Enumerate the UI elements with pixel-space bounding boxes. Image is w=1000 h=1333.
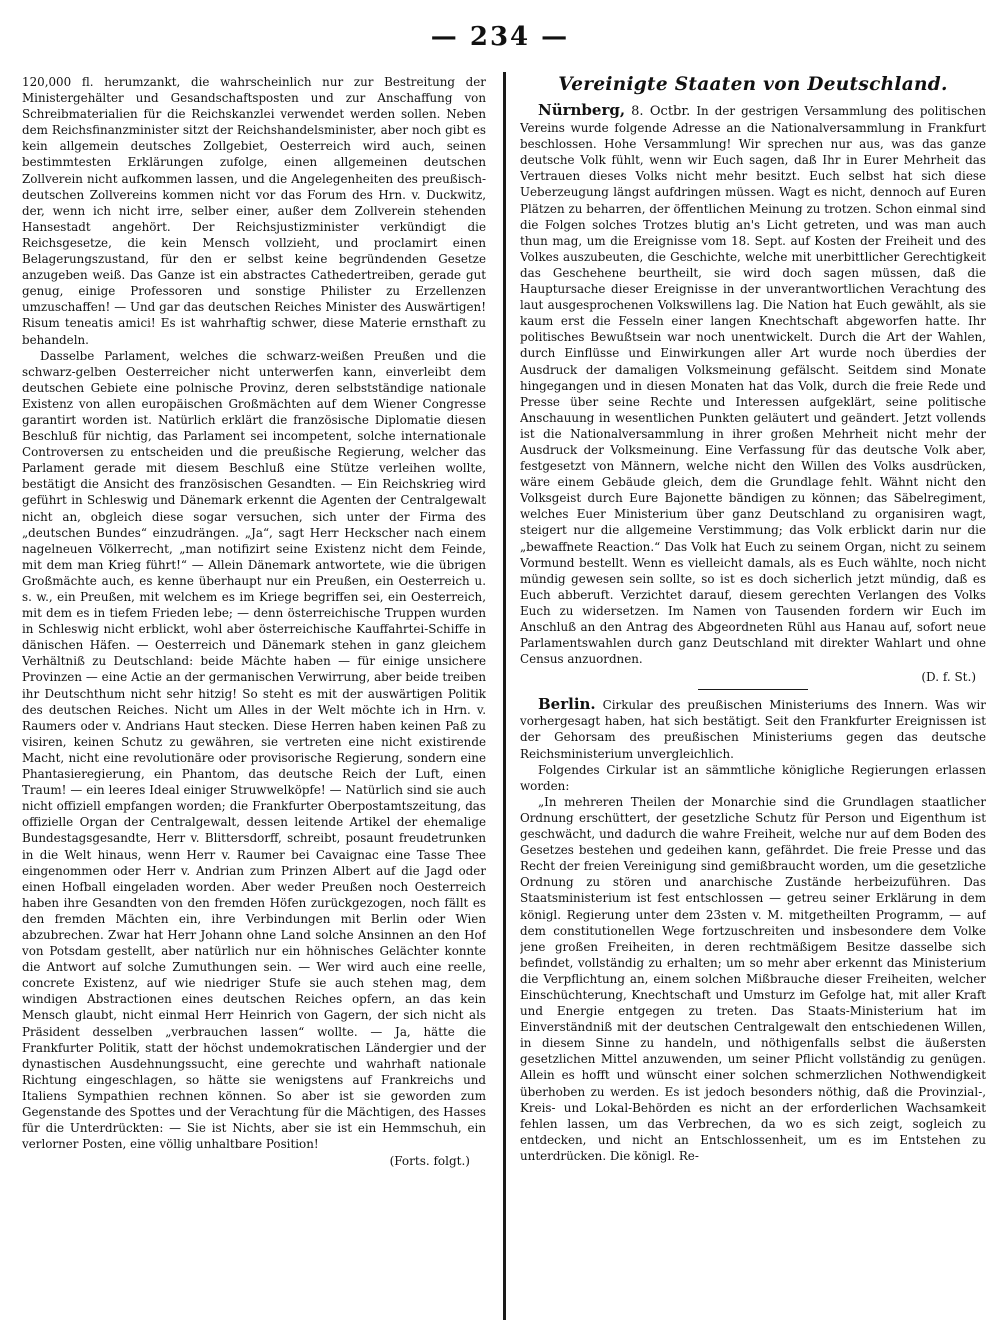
- column-divider: [503, 72, 506, 1320]
- section-title: Vereinigte Staaten von Deutschland.: [558, 74, 948, 95]
- article-text: Cirkular des preußischen Ministeriums des Innern. Was wir vorhergesagt haben, hat sich bestätigt. Seit den Frankfurter Ereignissen ist der Gehorsam des preußischen Ministeriums gegen das deutsche Reichsministerium unvergleichlich.: [520, 698, 986, 761]
- article-date: 8. Octbr.: [631, 104, 691, 119]
- article-place: Berlin.: [538, 695, 596, 714]
- page-number: — 234 —: [430, 22, 570, 52]
- right-column: [520, 74, 986, 1333]
- left-paragraph-1: 120,000 fl. herumzankt, die wahrscheinlich nur zur Bestreitung der Ministergehälter und Gesandschaftsposten und zur Anschaffung von Schreibmaterialien für die Reichskanzlei verwendet werden sollen. Neben dem Reichsfinanzminister sitzt der Reichshandelsminister, aber noch gibt es kein allgemein deutsches Zollgebiet, Oesterreich wird auch, seinen bestimmtesten Erklärungen zufolge, einen allgemeinen deutschen Zollverein nicht aufkommen lassen, und die Angelegenheiten des preußisch-deutschen Zollvereins kommen nicht vor das Forum des Hrn. v. Duckwitz, der, wenn ich nicht irre, selber einer, außer dem Zollverein stehenden Hansestadt angehört. Der Reichsjustizminister verkündigt die Reichsgesetze, die kein Mensch vollzieht, und proclamirt einen Belagerungszustand, für den er selbst keine begründenden Gesetze anzugeben weiß. Das Ganze ist ein abstractes Cathedertreiben, gerade gut genug, einige Professoren und sonstige Philister zu Erzellenzen umzuschaffen! — Und gar das deutschen Reiches Minister des Auswärtigen! Risum teneatis amici! Es ist wahrhaftig schwer, diese Materie ernsthaft zu behandeln.: [22, 75, 486, 347]
- article-berlin: [520, 696, 986, 761]
- article-text: In der gestrigen Versammlung des politischen Vereins wurde folgende Adresse an die Nationalversammlung in Frankfurt beschlossen. Hohe Versammlung! Wir sprechen nur aus, was das ganze deutsche Volk fühlt, wenn wir Euch sagen, daß Ihr in Eurer Mehrheit das Vertrauen dieses Volks nicht mehr besitzt. Euch selbst hat sich diese Ueberzeugung längst aufdringen müssen. Wagt es nicht, dennoch auf Euren Plätzen zu beharren, der öffentlichen Meinung zu trotzen. Schon einmal sind die Folgen solches Trotzes blutig an's Licht getreten, und was man auch thun mag, um die Ereignisse vom 18. Sept. auf Kosten der Freiheit und des Volkes auszubeuten, die Geschichte, welche mit unerbittlicher Gerechtigkeit das Geschehene beurtheilt, sie wird doch sagen müssen, daß die Hauptursache dieser Ereignisse in der unverantwortlichen Verachtung des laut ausgesprochenen Volkswillens lag. Die Nation hat Euch gewählt, als sie kaum erst die Fesseln einer langen Knechtschaft abgeworfen hatte. Ihr politisches Bewußtsein war noch unentwickelt. Durch die Art der Wahlen, durch Einflüsse und Einwirkungen aller Art wurde noch überdies der Ausdruck der damaligen Volksmeinung gefälscht. Seitdem sind Monate hingegangen und in diesen Monaten hat das Volk, durch die freie Rede und Presse über seine Rechte und Interessen aufgeklärt, seine politische Anschauung in wesentlichen Punkten geläutert und geändert. Jetzt vollends ist die Nationalversammlung in ihrer großen Mehrheit nicht mehr der Ausdruck der Volksmeinung. Eine Verfassung für das deutsche Volk aber, festgesetzt von Männern, welche nicht den Willen des Volks ausdrücken, wäre einem Gebäude gleich, dem die Grundlage fehlt. Wähnt nicht den Volksgeist durch Eure Bajonette bändigen zu können; das Säbelregiment, welches Euer Ministerium über ganz Deutschland zu organisiren wagt, steigert nur die allgemeine Verstimmung; das Volk erblickt darin nur die „bewaffnete Reaction.“ Das Volk hat Euch zu seinem Organ, nicht zu seinem Vormund bestellt. Wenn es vielleicht damals, als es Euch wählte, noch nicht mündig gewesen sein sollte, so ist es doch sicherlich jetzt mündig, daß es Euch abberuft. Verzichtet darauf, diesem gerechten Verlangen des Volks Euch zu widersetzen. Im Namen von Tausenden fordern wir Euch im Anschluß an den Antrag des Abgeordneten Rühl aus Hanau auf, sofort neue Parlamentswahlen durch ganz Deutschland mit direkter Wahlart und ohne Census anzuordnen.: [520, 104, 986, 667]
- article-nuernberg: [520, 102, 986, 667]
- article-place: Nürnberg,: [538, 101, 626, 119]
- article-credit: (D. f. St.): [921, 670, 976, 685]
- left-column: [22, 74, 486, 1333]
- continuation-note: (Forts. folgt.): [389, 1154, 470, 1169]
- article-separator: [698, 689, 808, 690]
- left-paragraph-2: Dasselbe Parlament, welches die schwarz-weißen Preußen und die schwarz-gelben Oesterreicher nicht unterwerfen kann, einverleibt dem deutschen Gebiete eine polnische Provinz, deren selbstständige nationale Existenz von allen europäischen Großmächten auf dem Wiener Congresse garantirt worden ist. Natürlich erklärt die französische Diplomatie diesen Beschluß für nichtig, das Parlament sei incompetent, solche internationale Controversen zu entscheiden und die preußische Regierung, welcher das Parlament gerade mit diesem Beschluß eine Stütze verleihen wollte, bestätigt die Ansicht des französischen Gesandten. — Ein Reichskrieg wird geführt in Schleswig und Dänemark erkennt die Agenten der Centralgewalt nicht an, obgleich diese sogar versuchen, sich unter der Firma des „deutschen Bundes“ einzudrängen. „Ja“, sagt Herr Heckscher nach einem nagelneuen Völkerrecht, „man notifizirt seine Existenz nicht dem Feinde, mit dem man Krieg führt!“ — Allein Dänemark antwortete, wie die übrigen Großmächte auch, es kenne überhaupt nur ein Preußen, ein Oesterreich u. s. w., ein Preußen, mit welchem es im Kriege begriffen sei, ein Oesterreich, mit dem es in tiefem Frieden lebe; — denn österreichische Truppen wurden in Schleswig nicht erblickt, wohl aber österreichische Kauffahrtei-Schiffe in dänischen Häfen. — Oesterreich und Dänemark stehen in ganz gleichem Verhältniß zu Deutschland: beide Mächte haben — für einige unsichere Provinzen — eine Actie an der germanischen Verwirrung, aber beide treiben ihr Deutschthum nicht sehr hitzig! So steht es mit der auswärtigen Politik des deutschen Reiches. Nicht um Alles in der Welt möchte ich in Hrn. v. Raumers oder v. Andrians Haut stecken. Diese Herren haben keinen Paß zu visiren, keinen Schutz zu gewähren, sie vertreten eine nicht existirende Macht, nicht eine revolutionäre oder provisorische Regierung, sondern eine Phantasieregierung, ein Phantom, das deutsche Reich der Luft, einen Traum! — ein leeres Ideal einiger Struwwelköpfe! — Natürlich sind sie auch nicht offiziell empfangen worden; die Frankfurter Oberpostamtszeitung, das offizielle Organ der Centralgewalt, dessen leitende Artikel der ehemalige Bundestagsgesandte, Herr v. Blittersdorff, schreibt, posaunt freudetrunken in die Welt hinaus, wenn Herr v. Raumer bei Cavaignac eine Tasse Thee eingenommen oder Herr v. Andrian zum Prinzen Albert auf die Jagd oder einen Hofball eingeladen worden. Aber weder Preußen noch Oesterreich haben ihre Gesandten von den fremden Höfen zurückgezogen, noch fällt es den fremden Mächten ein, ihre Verbindungen mit Berlin oder Wien abzubrechen. Zwar hat Herr Johann ohne Land solche Ansinnen an den Hof von Potsdam gestellt, aber natürlich nur ein höhnisches Gelächter konnte die Antwort auf solche Zumuthungen sein. — Wer wird auch eine reelle, concrete Existenz, auf wie niedriger Stufe sie auch stehen mag, dem windigen Abstractionen eines deutschen Reiches opfern, an das kein Mensch glaubt, nicht einmal Herr Heinrich von Gagern, der sich nicht als Präsident desselben „verbrauchen lassen“ wollte. — Ja, hätte die Frankfurter Politik, statt der höchst undemokratischen Ländergier und der dynastischen Ausdehnungssucht, eine gerechte und wahrhaft nationale Richtung eingeschlagen, so hätte sie wenigstens auf Frankreichs und Italiens Sympathien rechnen können. So aber ist sie geworden zum Gegenstande des Spottes und der Verachtung für die Mächtigen, des Hasses für die Unterdrückten: — Sie ist Nichts, aber sie ist ein Hemmschuh, ein verlorner Posten, eine völlig unhaltbare Position!: [22, 348, 486, 1152]
- circular-quote: „In mehreren Theilen der Monarchie sind die Grundlagen staatlicher Ordnung erschüttert, der gesetzliche Schutz für Person und Eigenthum ist geschwächt, und dadurch die wahre Freiheit, welche nur auf dem Boden des Gesetzes bestehen und gedeihen kann, gefährdet. Die freie Presse und das Recht der freien Vereinigung sind gemißbraucht worden, um die gesetzliche Ordnung zu stören und anarchische Zustände herbeizuführen. Das Staatsministerium ist fest entschlossen — getreu seiner Erklärung in dem königl. Regierung unter dem 23sten v. M. mitgetheilten Programm, — auf dem constitutionellen Wege fortzuschreiten und insbesondere dem Volke jene großen Freiheiten, in deren rechtmäßigem Besitze dasselbe sich befindet, vollständig zu erhalten; um so mehr aber erkennt das Ministerium die Verpflichtung an, einem solchen Mißbrauche dieser Freiheiten, welcher Einschüchterung, Knechtschaft und Umsturz im Gefolge hat, mit aller Kraft und Energie entgegen zu treten. Das Staats-Ministerium hat im Einverständniß mit der deutschen Centralgewalt den entschiedenen Willen, in diesem Sinne zu handeln, und nöthigenfalls selbst die äußersten gesetzlichen Mittel anzuwenden, um seiner Pflicht vollständig zu genügen. Allein es hofft und wünscht einer solchen schmerzlichen Nothwendigkeit überhoben zu werden. Es ist jedoch besonders nöthig, daß die Provinzial-, Kreis- und Lokal-Behörden es nicht an der erforderlichen Wachsamkeit fehlen lassen, um das Verbrechen, da wo es sich zeigt, sogleich zu entdecken, und nicht an Entschlossenheit, um es im Entstehen zu unterdrücken. Die königl. Re-: [520, 794, 986, 1163]
- circular-intro: Folgendes Cirkular ist an sämmtliche königliche Regierungen erlassen worden:: [520, 762, 986, 793]
